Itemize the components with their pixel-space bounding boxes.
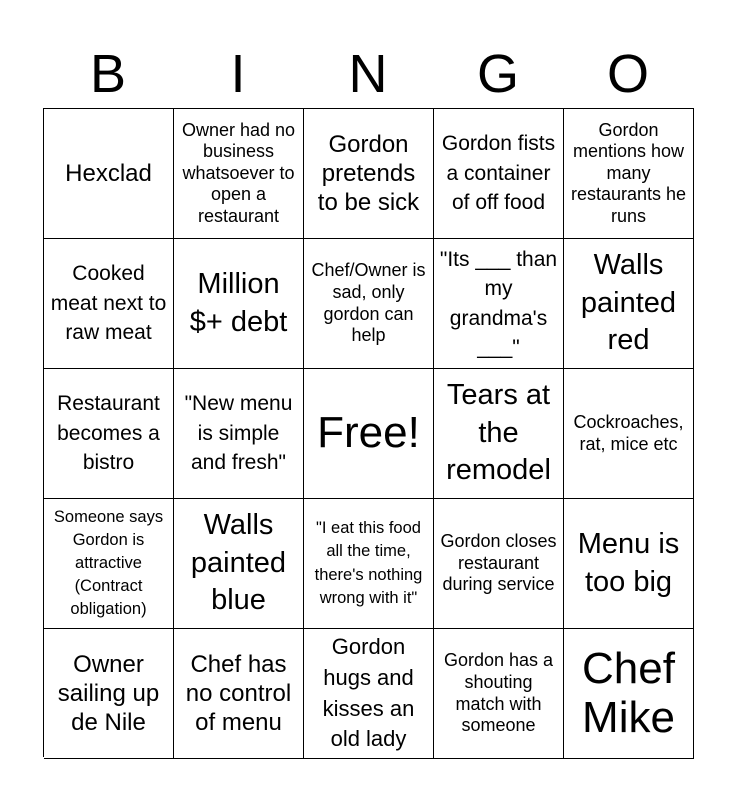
bingo-cell[interactable] [304,629,434,759]
cell-text: Walls painted red [580,248,677,357]
header-letter-n: N [348,44,388,104]
bingo-cell[interactable] [44,499,174,629]
bingo-cell[interactable] [174,109,304,239]
bingo-cell[interactable] [434,109,564,239]
bingo-cell[interactable] [44,369,174,499]
bingo-cell[interactable] [174,239,304,369]
bingo-cell[interactable] [434,629,564,759]
cell-text: "I eat this food all the time, there's nothing wrong with it" [314,519,423,607]
bingo-cell[interactable] [434,369,564,499]
bingo-cell[interactable] [44,629,174,759]
cell-text: Chef has no control of menu [185,650,292,737]
header-letter-g: G [476,44,519,104]
bingo-cell[interactable] [304,499,434,629]
bingo-cell[interactable] [564,369,694,499]
bingo-header [43,40,693,108]
cell-text: Tears at the remodel [446,378,551,487]
bingo-cell[interactable] [44,109,174,239]
bingo-board [43,108,694,757]
cell-text: Walls painted blue [190,508,287,617]
cell-text: Owner had no business whatsoever to open a restaurant [181,119,296,226]
cell-text: Gordon closes restaurant during service [440,531,557,595]
bingo-cell[interactable] [564,499,694,629]
bingo-cell[interactable] [434,499,564,629]
bingo-cell[interactable] [304,109,434,239]
cell-text: "New menu is simple and fresh" [184,392,293,475]
bingo-cell[interactable] [44,239,174,369]
cell-text: Menu is too big [577,527,680,598]
cell-text: Cockroaches, rat, mice etc [573,411,684,454]
cell-text: Cooked meat next to raw meat [50,262,167,345]
cell-text: "Its ___ than my grandma's ___" [439,247,558,359]
header-letter-i: I [230,44,246,104]
bingo-cell[interactable] [564,109,694,239]
bingo-cell[interactable] [174,499,304,629]
cell-text: Restaurant becomes a bistro [57,392,160,475]
bingo-cell[interactable] [434,239,564,369]
cell-text: Gordon hugs and kisses an old lady [322,633,415,752]
header-letter-o: O [606,44,649,104]
bingo-cell[interactable] [304,239,434,369]
cell-text: Chef Mike [582,644,675,742]
cell-text: Gordon pretends to be sick [317,130,420,217]
bingo-cell[interactable] [174,369,304,499]
bingo-cell[interactable] [564,629,694,759]
free-space-cell[interactable] [304,369,434,499]
cell-text: Gordon fists a container of off food [441,132,556,215]
cell-text: Gordon has a shouting match with someone [443,650,554,736]
cell-text: Owner sailing up de Nile [57,650,160,737]
cell-text: Free! [317,408,420,458]
cell-text: Someone says Gordon is attractive (Contract obligation) [53,507,164,619]
cell-text: Chef/Owner is sad, only gordon can help [311,260,426,346]
bingo-cell[interactable] [564,239,694,369]
cell-text: Hexclad [65,159,152,187]
cell-text: Million $+ debt [189,267,288,338]
bingo-cell[interactable] [174,629,304,759]
header-letter-b: B [89,44,127,104]
cell-text: Gordon mentions how many restaurants he runs [570,119,687,226]
